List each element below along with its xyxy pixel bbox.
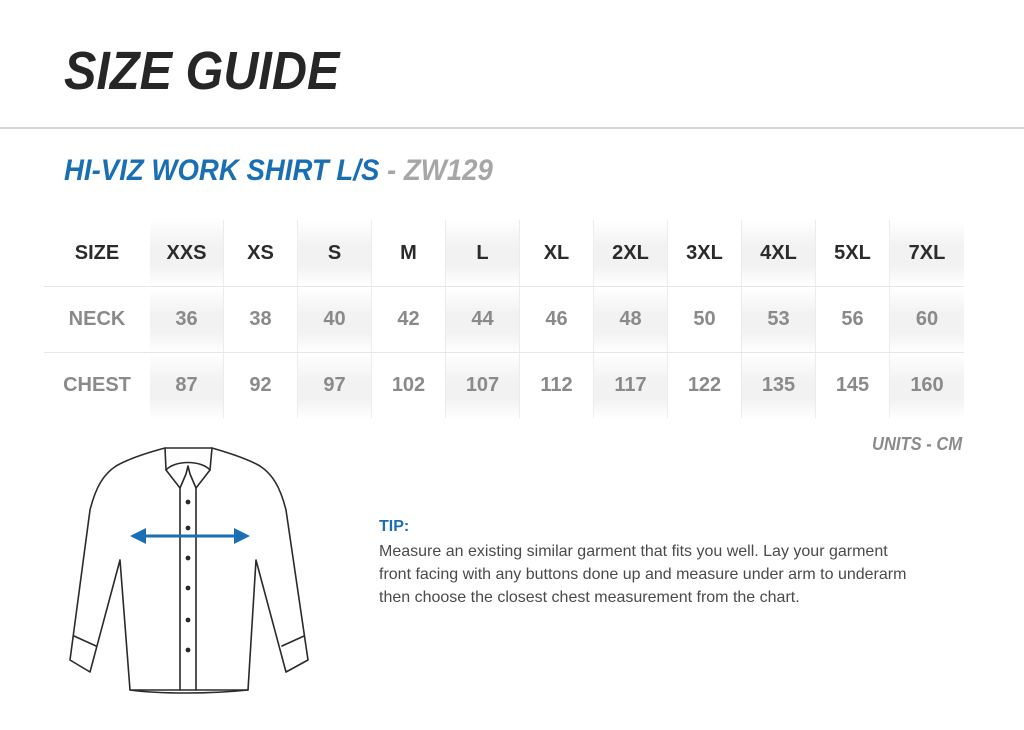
table-cell: 53: [742, 287, 816, 353]
row-label: CHEST: [63, 374, 131, 396]
units-label: UNITS - CM: [872, 434, 963, 454]
table-cell: 135: [742, 353, 816, 419]
table-cell: 42: [372, 287, 446, 353]
page-title: SIZE GUIDE: [64, 41, 340, 101]
row-label: NECK: [44, 287, 150, 353]
tip-label: TIP:: [379, 518, 410, 535]
table-cell: 56: [816, 287, 890, 353]
table-cell: 46: [520, 287, 594, 353]
table-cell: 7XL: [890, 220, 965, 287]
neck-row: [44, 287, 964, 353]
table-cell: 40: [298, 287, 372, 353]
table-cell: 3XL: [668, 220, 742, 287]
product-title: [64, 156, 493, 186]
table-cell: 117: [594, 353, 668, 419]
tip-line: front facing with any buttons done up and measure under arm to underarm: [379, 566, 907, 583]
table-cell: 102: [372, 353, 446, 419]
table-cell: 107: [446, 353, 520, 419]
shirt-collar: [165, 448, 212, 488]
header-divider: [0, 127, 1024, 129]
tip-text: [379, 540, 979, 609]
tip-block: [379, 518, 979, 609]
table-cell: M: [372, 220, 446, 287]
row-label: SIZE: [74, 241, 120, 264]
table-cell: 5XL: [816, 220, 890, 287]
table-cell: 2XL: [594, 220, 668, 287]
table-cell: 122: [668, 353, 742, 419]
shirt-chest-measurement-icon: [60, 440, 320, 700]
table-cell: 160: [890, 353, 965, 419]
table-cell: 38: [224, 287, 298, 353]
product-name: HI-VIZ WORK SHIRT L/S: [64, 154, 380, 187]
table-cell: XXS: [150, 220, 224, 287]
product-code: - ZW129: [379, 154, 493, 187]
table-cell: 87: [150, 353, 224, 419]
table-cell: 112: [520, 353, 594, 419]
shirt-buttons: [186, 500, 191, 653]
table-cell: 48: [594, 287, 668, 353]
size-row: [44, 220, 964, 287]
table-cell: S: [298, 220, 372, 287]
tip-line: then choose the closest chest measurement from the chart.: [379, 589, 800, 606]
table-cell: 60: [890, 287, 965, 353]
table-cell: 92: [224, 353, 298, 419]
table-cell: 97: [298, 353, 372, 419]
table-cell: XL: [520, 220, 594, 287]
shirt-outline: [70, 448, 308, 690]
table-cell: 145: [816, 353, 890, 419]
tip-line: Measure an existing similar garment that fits you well. Lay your garment: [379, 543, 888, 560]
table-cell: XS: [224, 220, 298, 287]
table-cell: L: [446, 220, 520, 287]
table-cell: 44: [446, 287, 520, 353]
table-cell: 36: [150, 287, 224, 353]
chest-arrow: [130, 528, 250, 544]
table-cell: 4XL: [742, 220, 816, 287]
table-cell: 50: [668, 287, 742, 353]
size-table: [44, 220, 964, 418]
chest-row: [44, 353, 964, 419]
